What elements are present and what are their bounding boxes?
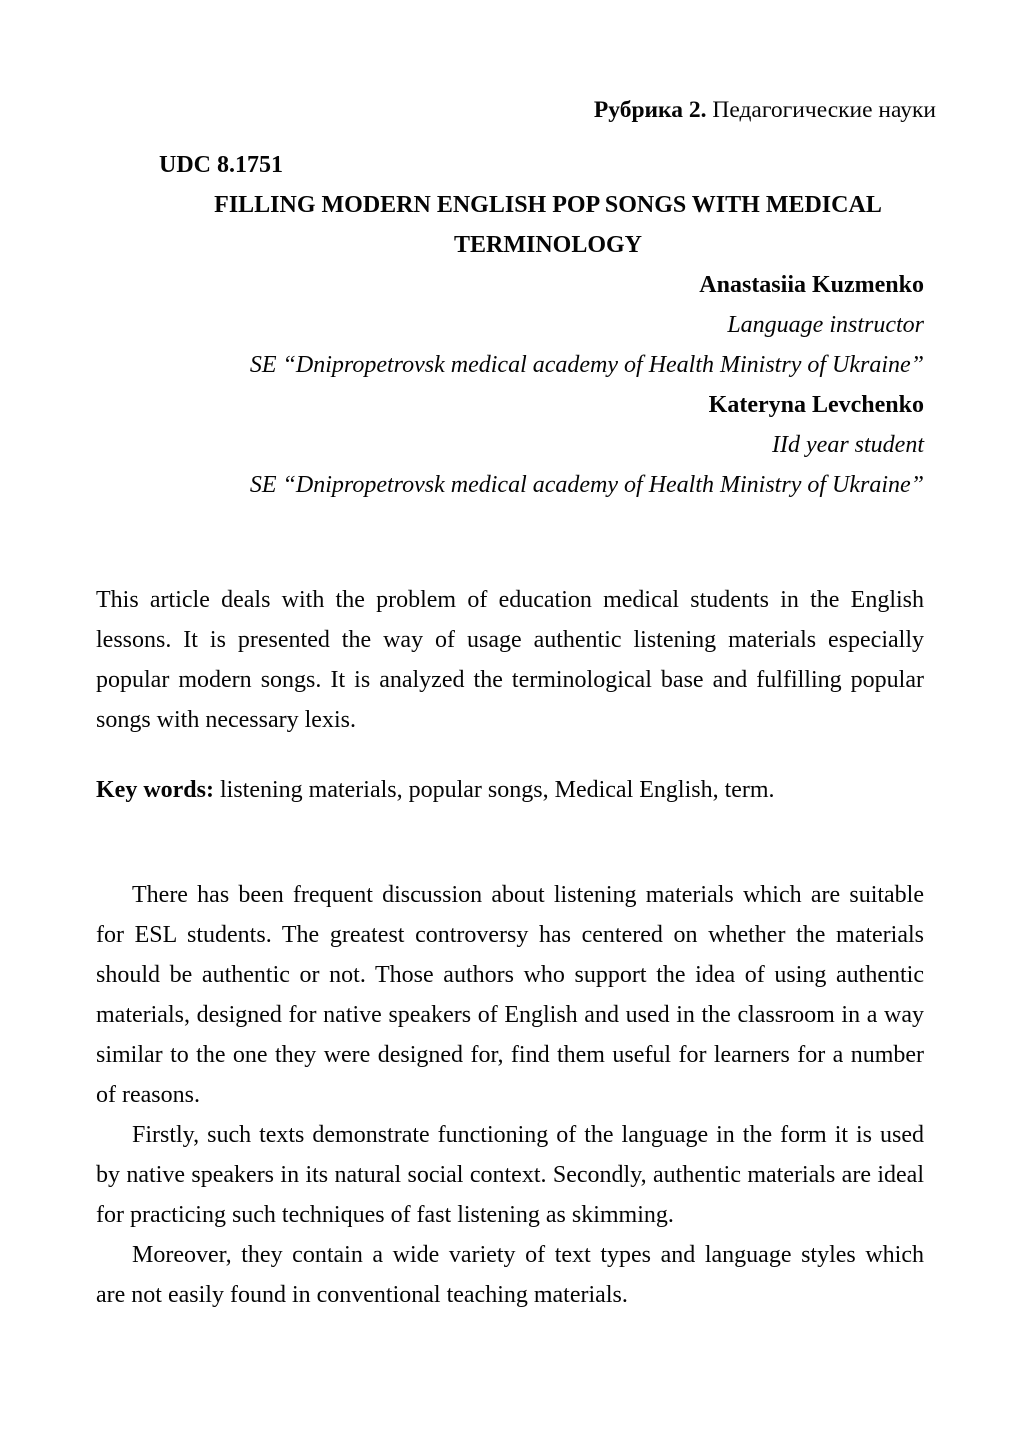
body-line: should be authentic or not. Those authors who support the idea of using authentic: [96, 962, 924, 988]
author-name: Anastasiia Kuzmenko: [699, 272, 924, 298]
body-line: of reasons.: [96, 1082, 200, 1108]
body-line: similar to the one they were designed for, find them useful for learners for a number: [96, 1042, 924, 1068]
rubric-subject: Педагогические науки: [706, 97, 936, 123]
author-role: IId year student: [772, 432, 924, 458]
body-paragraph: [96, 1115, 924, 1235]
author-affiliation: SE “Dnipropetrovsk medical academy of Health Ministry of Ukraine”: [249, 472, 924, 498]
author-affiliation: SE “Dnipropetrovsk medical academy of Health Ministry of Ukraine”: [249, 352, 924, 378]
abstract-line: This article deals with the problem of education medical students in the English: [96, 587, 924, 613]
body-line: materials, designed for native speakers of English and used in the classroom in a way: [96, 1002, 924, 1028]
body-line: There has been frequent discussion about listening materials which are suitable: [132, 882, 924, 908]
abstract-line: lessons. It is presented the way of usage authentic listening materials especially: [96, 627, 924, 653]
authors-block: [96, 265, 924, 505]
body-line: Firstly, such texts demonstrate functioning of the language in the form it is used: [132, 1122, 924, 1148]
article-title-line-1: FILLING MODERN ENGLISH POP SONGS WITH MEDICAL: [214, 192, 882, 218]
keywords-line: [96, 770, 924, 810]
rubric-line: [96, 90, 936, 130]
body-line: by native speakers in its natural social context. Secondly, authentic materials are ideal: [96, 1162, 924, 1188]
body-line: for practicing such techniques of fast listening as skimming.: [96, 1202, 674, 1228]
keywords-text: listening materials, popular songs, Medical English, term.: [213, 777, 775, 803]
keywords-label: Key words:: [96, 777, 214, 803]
udc-code: UDC 8.1751: [159, 152, 283, 178]
body-line: Moreover, they contain a wide variety of text types and language styles which: [132, 1242, 924, 1268]
body-paragraph: [96, 1235, 924, 1315]
rubric-number: Рубрика 2.: [593, 97, 707, 123]
author-role: Language instructor: [727, 312, 924, 338]
body-line: are not easily found in conventional teaching materials.: [96, 1282, 628, 1308]
abstract-line: songs with necessary lexis.: [96, 707, 356, 733]
body-line: for ESL students. The greatest controversy has centered on whether the materials: [96, 922, 924, 948]
abstract-line: popular modern songs. It is analyzed the terminological base and fulfilling popular: [96, 667, 924, 693]
article-body: [96, 875, 924, 1315]
article-title: [172, 185, 924, 265]
author-name: Kateryna Levchenko: [708, 392, 924, 418]
abstract-paragraph: [96, 580, 924, 740]
article-title-line-2: TERMINOLOGY: [453, 232, 642, 258]
body-paragraph: [96, 875, 924, 1115]
